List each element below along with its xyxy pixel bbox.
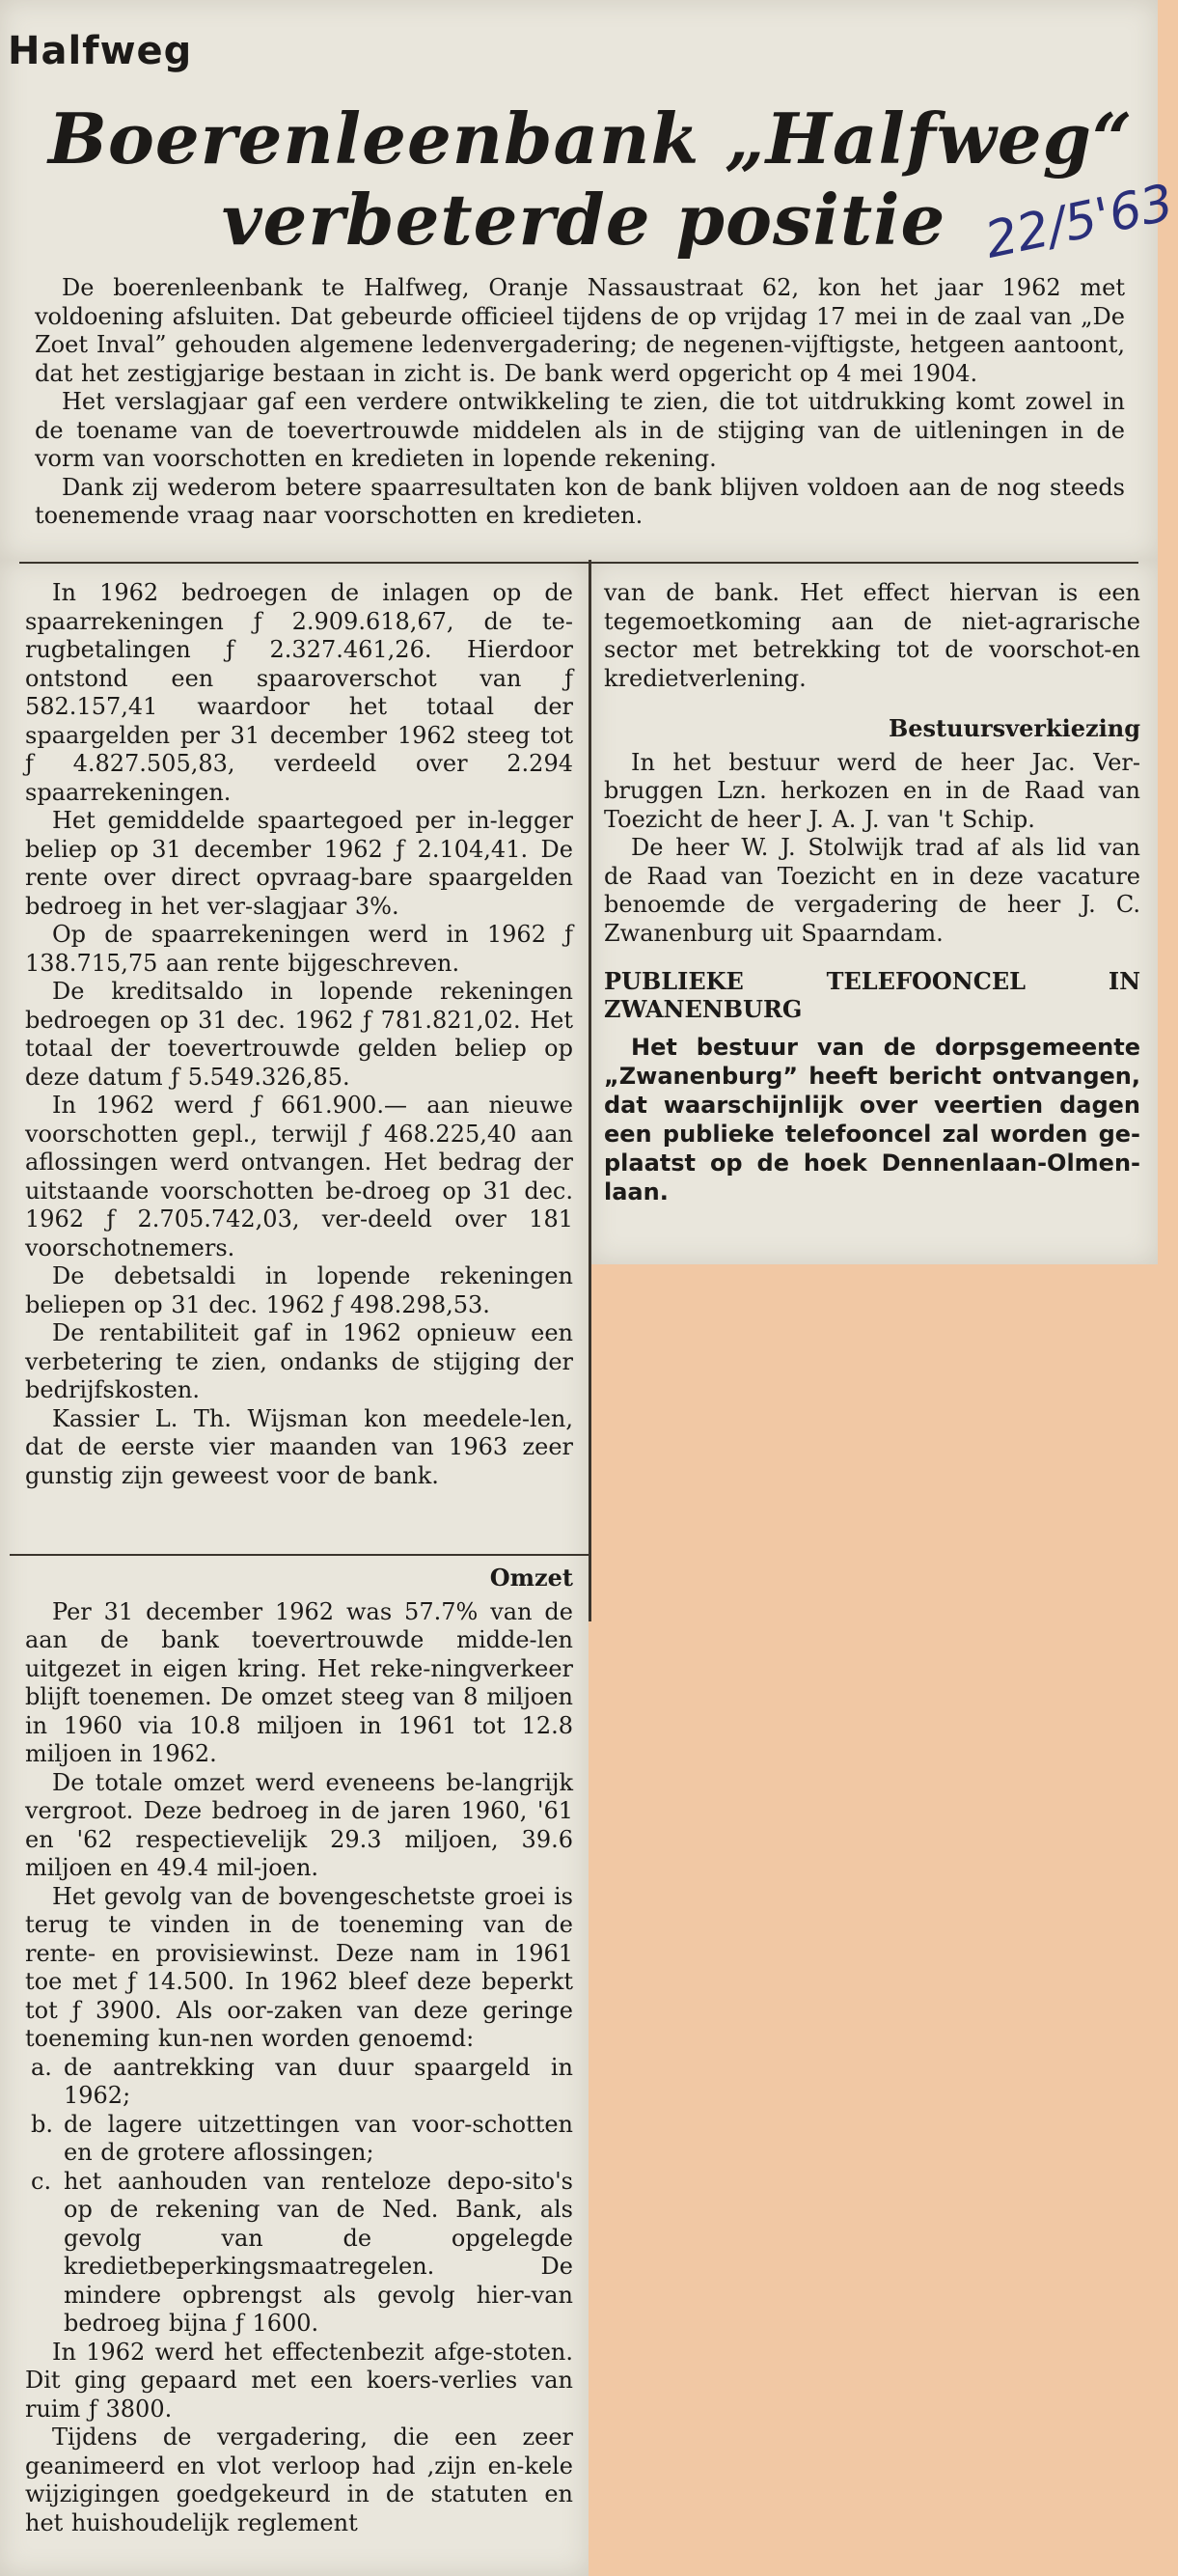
intro-paragraph: Dank zij wederom betere spaarresultaten kon de bank blijven voldoen aan de nog steeds toenemende vraag naar voorschotten en kredieten.: [35, 473, 1125, 529]
list-item-text: het aanhouden van renteloze depo-sito's op de rekening van de Ned. Bank, als gevolg van de opgelegde kredietbeperkingsmaatregelen. De mindere opbrengst als gevolg hier-van bedroeg bijna ƒ 1600.: [64, 2167, 573, 2337]
divider-horizontal: [19, 562, 1138, 564]
paragraph: De rentabiliteit gaf in 1962 opnieuw een verbetering te zien, ondanks de stijging der bedrijfskosten.: [25, 1319, 573, 1403]
headline-line-1: Boerenleenbank „Halfweg“: [48, 97, 1134, 180]
paragraph: Het gemiddelde spaartegoed per in-legger beliep op 31 december 1962 ƒ 2.104,41. De rente over direct opvraag-bare spaargelden bedroeg in het ver-slagjaar 3%.: [25, 807, 573, 920]
divider-omzet: [10, 1554, 589, 1556]
handwritten-date: 22/5'63: [979, 174, 1178, 270]
subhead-omzet: Omzet: [489, 1564, 573, 1592]
list-item: [25, 2054, 573, 2111]
paragraph: De heer W. J. Stolwijk trad af als lid van de Raad van Toezicht en in deze vacature benoemde de vergadering de heer J. C. Zwanenburg uit Spaarndam.: [604, 834, 1140, 947]
notice-body: Het bestuur van de dorpsgemeente „Zwanenburg” heeft bericht ontvangen, dat waarschijnlijk over veertien dagen een publieke telefooncel zal worden ge-plaatst op de hoek Dennenlaan-Olmen-laan.: [604, 1034, 1140, 1205]
paragraph: Op de spaarrekeningen werd in 1962 ƒ 138.715,75 aan rente bijgeschreven.: [25, 921, 573, 977]
section-title-telefooncel: PUBLIEKE TELEFOONCEL IN ZWANENBURG: [604, 967, 1140, 1023]
kicker: Halfweg: [8, 29, 193, 73]
paragraph: Kassier L. Th. Wijsman kon meedele-len, dat de eerste vier maanden van 1963 zeer gunstig zijn geweest voor de bank.: [25, 1404, 573, 1489]
intro-paragraph: De boerenleenbank te Halfweg, Oranje Nassaustraat 62, kon het jaar 1962 met voldoening afsluiten. Dat gebeurde officieel tijdens de op vrijdag 17 mei in de zaal van „De Zoet Inval” gehouden algemene ledenvergadering; de negenen-vijftigste, hetgeen aantoont, dat het zestigjarige bestaan in zicht is. De bank werd opgericht op 4 mei 1904.: [35, 274, 1125, 387]
paragraph: Per 31 december 1962 was 57.7% van de aan de bank toevertrouwde midde-len uitgezet in eigen kring. Het reke-ningverkeer blijft toenemen. De omzet steeg van 8 miljoen in 1960 via 10.8 miljoen in 1961 tot 12.8 miljoen in 1962.: [25, 1597, 573, 1767]
list-marker: a.: [31, 2053, 52, 2081]
causes-list: [25, 2054, 573, 2339]
headline-line-2: verbeterde positie: [221, 179, 946, 261]
column-left-part-1: [25, 579, 573, 1490]
list-marker: b.: [31, 2110, 53, 2138]
intro-paragraph: Het verslagjaar gaf een verdere ontwikkeling te zien, die tot uitdrukking komt zowel in de toename van de toevertrouwde middelen als in de stijging van de uitleningen in de vorm van voorschotten en kredieten in lopende rekening.: [35, 388, 1125, 472]
column-divider: [589, 560, 591, 1621]
paragraph: De totale omzet werd eveneens be-langrijk vergroot. Deze bedroeg in de jaren 1960, '61 en '62 respectievelijk 29.3 miljoen, 39.6 miljoen en 49.4 mil-joen.: [25, 1768, 573, 1881]
list-item-text: de lagere uitzettingen van voor-schotten en de grotere aflossingen;: [64, 2110, 573, 2166]
subhead-bestuursverkiezing: Bestuursverkiezing: [888, 714, 1140, 742]
column-left-part-2: [25, 1564, 573, 2537]
list-marker: c.: [31, 2167, 52, 2195]
notice-telefooncel: [604, 1033, 1140, 1206]
paragraph: De kreditsaldo in lopende rekeningen bedroegen op 31 dec. 1962 ƒ 781.821,02. Het totaal der toevertrouwde gelden beliep op deze datum ƒ 5.549.326,85.: [25, 978, 573, 1091]
column-right: [604, 579, 1140, 1206]
continued-text: [604, 579, 1140, 693]
paragraph: In 1962 bedroegen de inlagen op de spaarrekeningen ƒ 2.909.618,67, de te-rugbetalingen ƒ 2.327.461,26. Hierdoor ontstond een spaaroverschot van ƒ 582.157,41 waardoor het totaal der spaargelden per 31 december 1962 steeg tot ƒ 4.827.505,83, verdeeld over 2.294 spaarrekeningen.: [25, 579, 573, 806]
list-item: [25, 2111, 573, 2168]
list-item: [25, 2168, 573, 2339]
paragraph: De debetsaldi in lopende rekeningen beliepen op 31 dec. 1962 ƒ 498.298,53.: [25, 1262, 573, 1318]
intro: [35, 274, 1125, 531]
paragraph: In het bestuur werd de heer Jac. Ver-bruggen Lzn. herkozen en in de Raad van Toezicht de heer J. A. J. van 't Schip.: [604, 748, 1140, 833]
paragraph: van de bank. Het effect hiervan is een tegemoetkoming aan de niet-agrarische sector met betrekking tot de voorschot-en kredietverlening.: [604, 579, 1140, 692]
paragraph: In 1962 werd het effectenbezit afge-stoten. Dit ging gepaard met een koers-verlies van ruim ƒ 3800.: [25, 2338, 573, 2423]
paragraph: Tijdens de vergadering, die een zeer geanimeerd en vlot verloop had ,zijn en-kele wijzigingen goedgekeurd in de statuten en het huishoudelijk reglement: [25, 2424, 573, 2536]
paragraph: In 1962 werd ƒ 661.900.— aan nieuwe voorschotten gepl., terwijl ƒ 468.225,40 aan aflossingen werd ontvangen. Het bedrag der uitstaande voorschotten be-droeg op 31 dec. 1962 ƒ 2.705.742,03, ver-deeld over 181 voorschotnemers.: [25, 1092, 573, 1261]
list-item-text: de aantrekking van duur spaargeld in 1962;: [64, 2053, 573, 2109]
paragraph: Het gevolg van de bovengeschetste groei is terug te vinden in de toeneming van de rente- en provisiewinst. Deze nam in 1961 toe met ƒ 14.500. In 1962 bleef deze beperkt tot ƒ 3900. Als oor-zaken van deze geringe toeneming kun-nen worden genoemd:: [25, 1882, 573, 2052]
